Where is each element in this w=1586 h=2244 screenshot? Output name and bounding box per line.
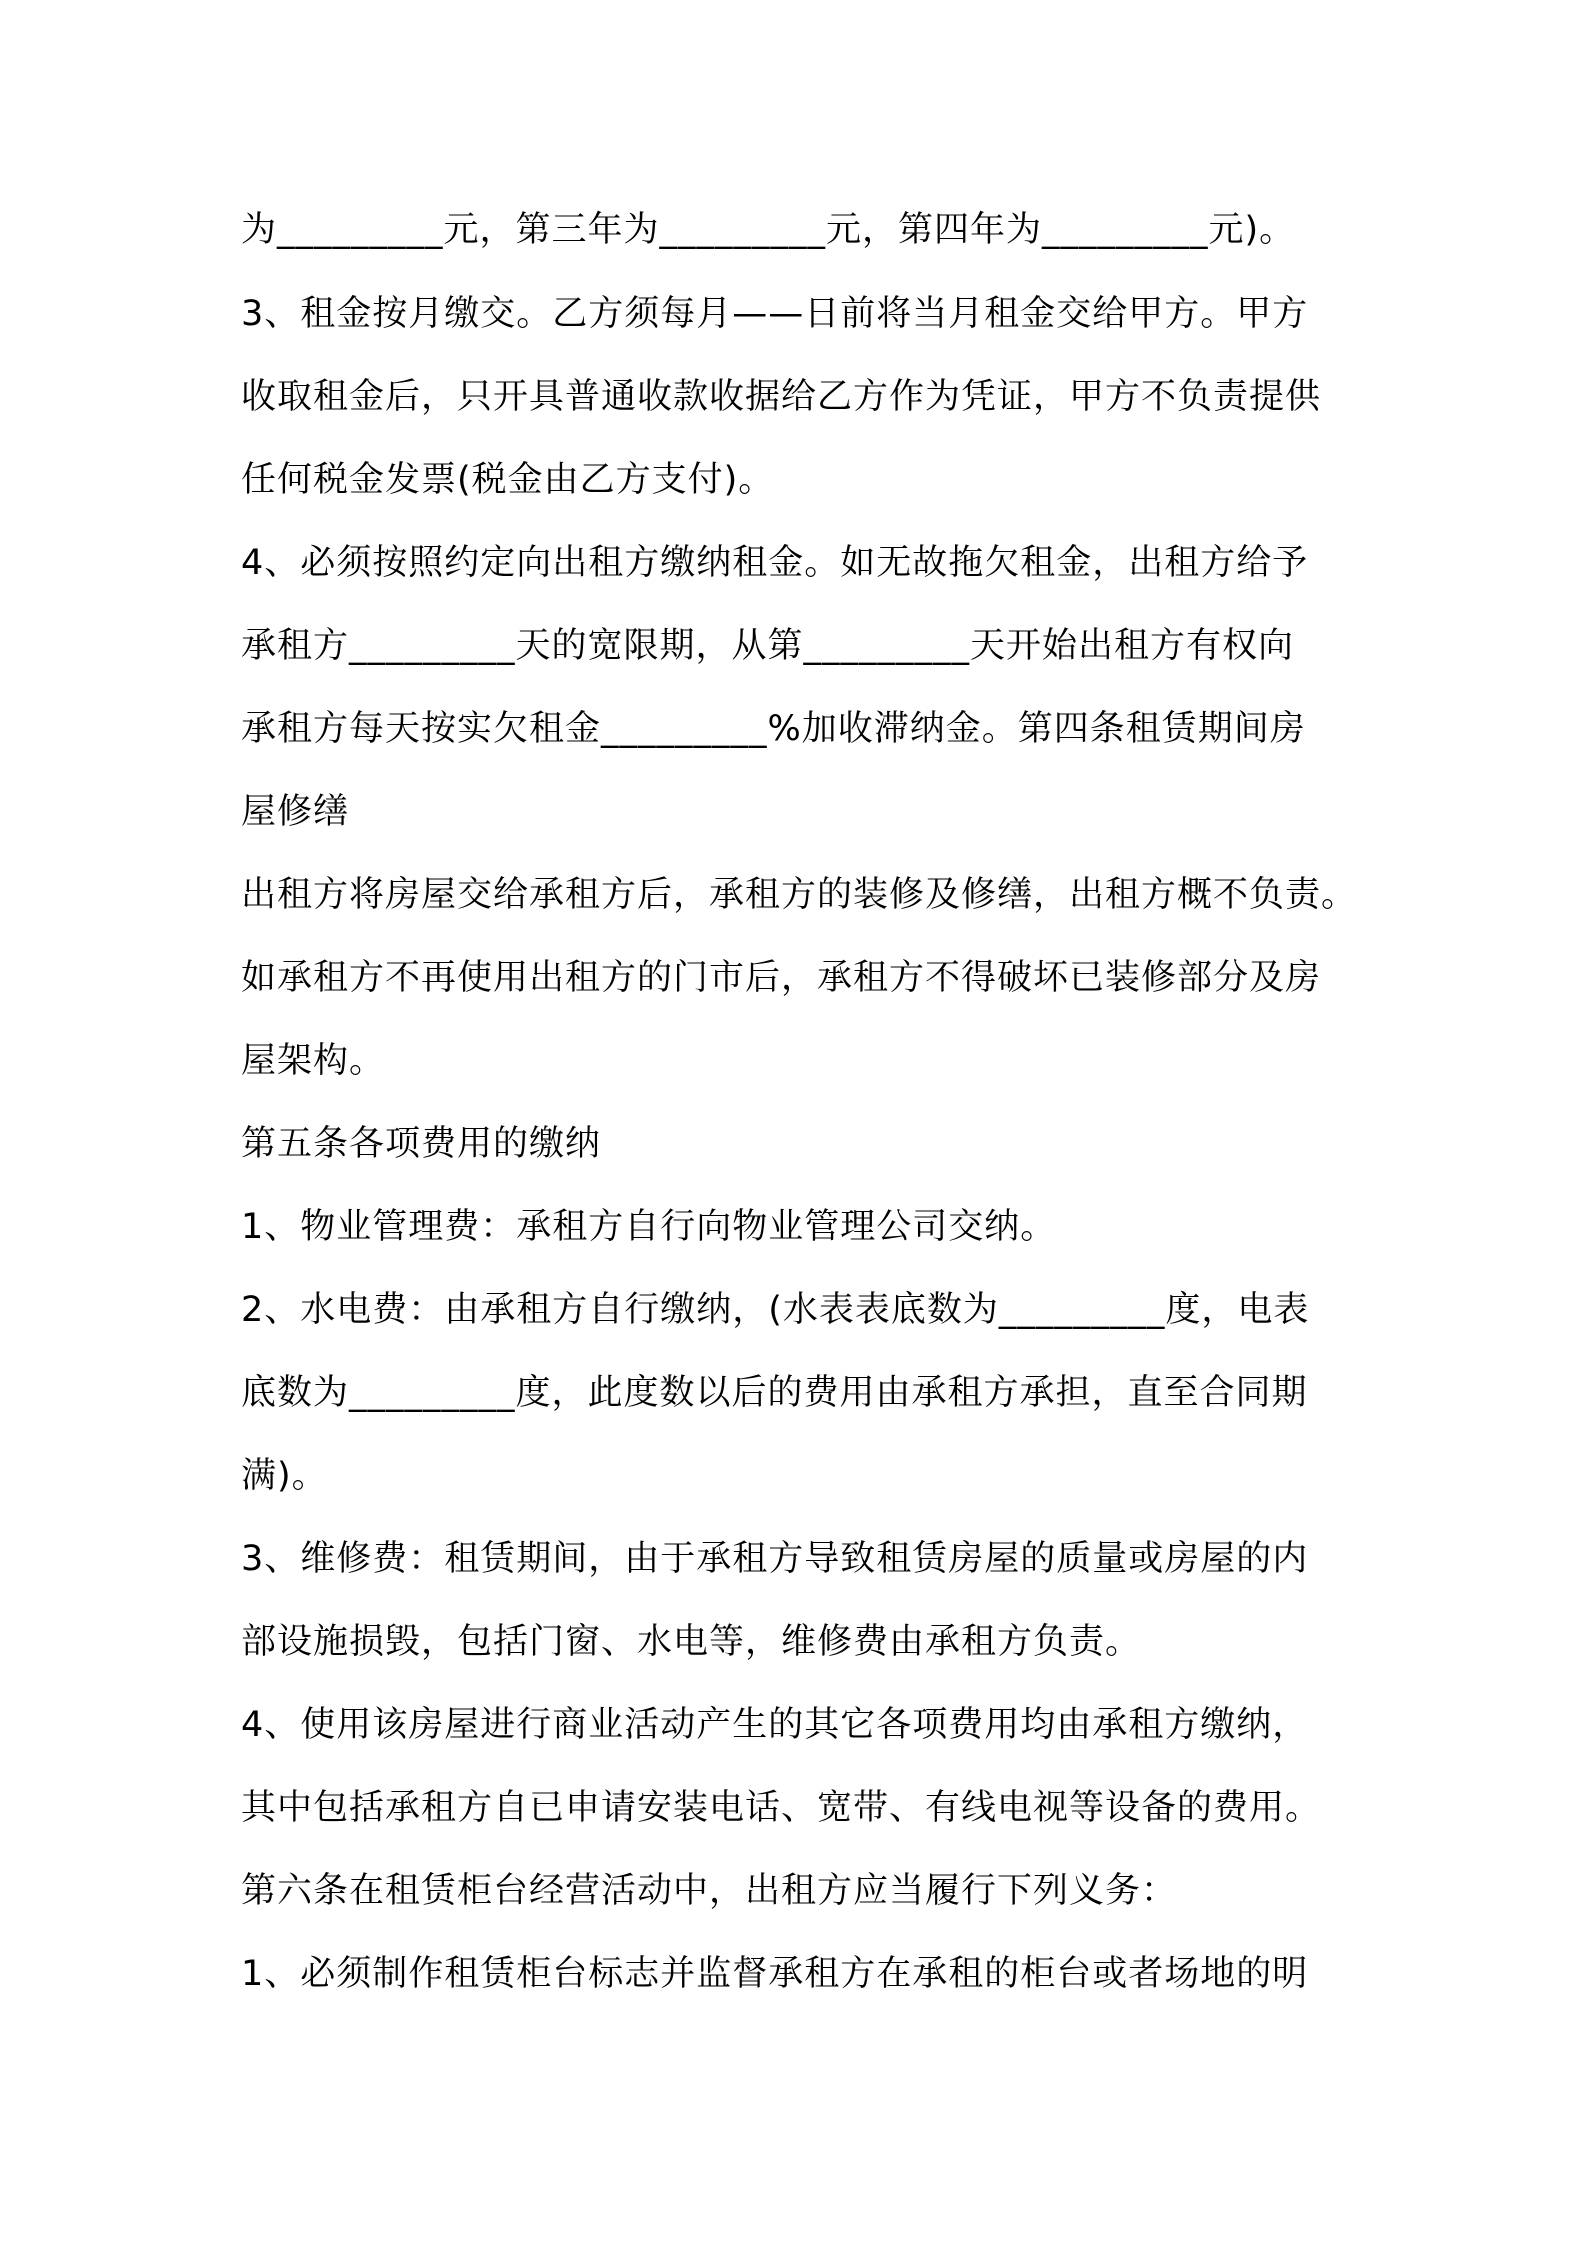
section-heading: 第五条各项费用的缴纳 [241, 1124, 602, 1164]
text-line: 任何税金发票(税金由乙方支付)。 [241, 460, 775, 500]
text-line: 4、必须按照约定向出租方缴纳租金。如无故拖欠租金，出租方给予 [241, 543, 1309, 583]
text-line: 其中包括承租方自已申请安装电话、宽带、有线电视等设备的费用。 [241, 1788, 1322, 1828]
text-line: 1、必须制作租赁柜台标志并监督承租方在承租的柜台或者场地的明 [241, 1954, 1309, 1994]
text-line: 底数为_________度，此度数以后的费用由承租方承担，直至合同期 [241, 1373, 1308, 1413]
text-line: 1、物业管理费：承租方自行向物业管理公司交纳。 [241, 1207, 1057, 1247]
text-line: 屋架构。 [241, 1041, 386, 1081]
text-line: 出租方将房屋交给承租方后，承租方的装修及修缮，出租方概不负责。 [241, 875, 1358, 915]
text-line: 如承租方不再使用出租方的门市后，承租方不得破坏已装修部分及房 [241, 958, 1322, 998]
text-line: 3、租金按月缴交。乙方须每月——日前将当月租金交给甲方。甲方 [241, 294, 1309, 334]
text-line: 承租方每天按实欠租金_________%加收滞纳金。第四条租赁期间房 [241, 709, 1306, 749]
text-line: 部设施损毁，包括门窗、水电等，维修费由承租方负责。 [241, 1622, 1142, 1662]
text-line: 2、水电费：由承租方自行缴纳，(水表表底数为_________度，电表 [241, 1290, 1310, 1330]
text-line: 满)。 [241, 1456, 328, 1496]
text-line: 为_________元，第三年为_________元，第四年为_________元)。 [241, 210, 1296, 250]
text-line: 4、使用该房屋进行商业活动产生的其它各项费用均由承租方缴纳， [241, 1705, 1309, 1745]
text-line: 3、维修费：租赁期间，由于承租方导致租赁房屋的质量或房屋的内 [241, 1539, 1309, 1579]
text-line: 屋修缮 [241, 792, 350, 832]
text-line: 承租方_________天的宽限期，从第_________天开始出租方有权向 [241, 626, 1295, 666]
text-line: 收取租金后，只开具普通收款收据给乙方作为凭证，甲方不负责提供 [241, 377, 1322, 417]
section-heading: 第六条在租赁柜台经营活动中，出租方应当履行下列义务： [241, 1871, 1178, 1911]
